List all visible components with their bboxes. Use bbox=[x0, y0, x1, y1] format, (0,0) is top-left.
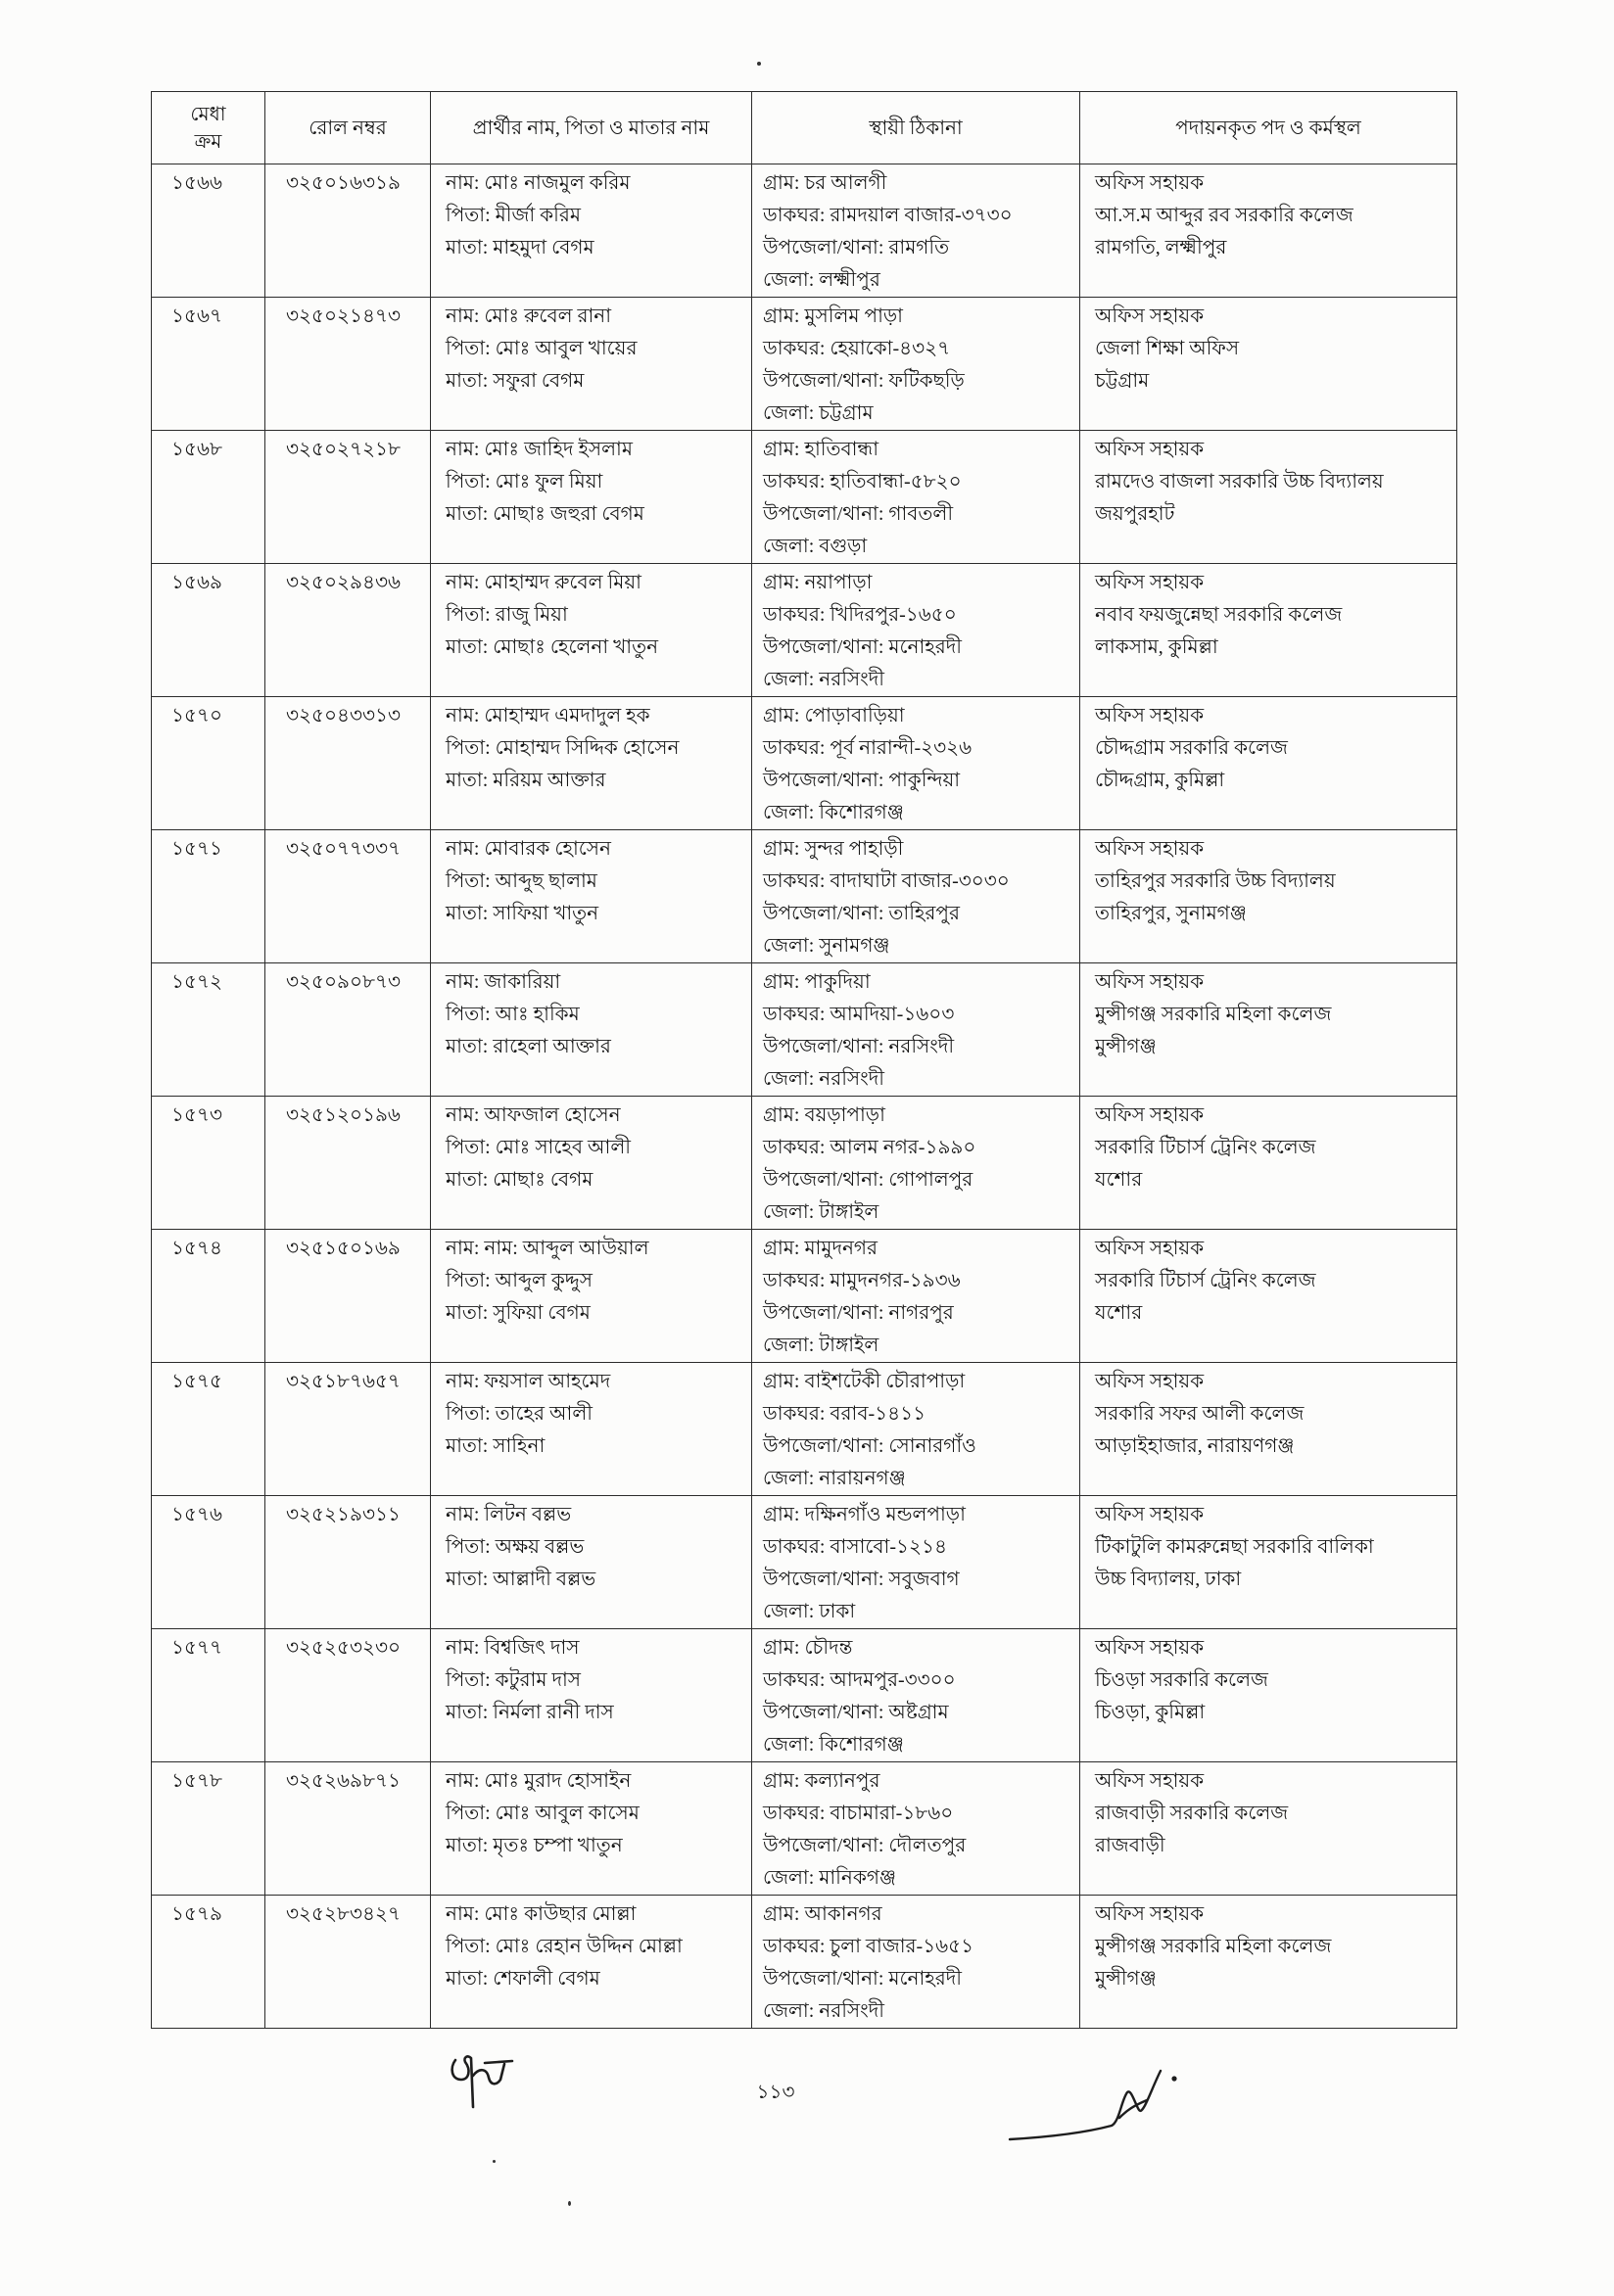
posting-designation: অফিস সহায়ক bbox=[1095, 1637, 1205, 1659]
mother-name: মাতা: মাহমুদা বেগম bbox=[446, 237, 594, 258]
posting-location: উচ্চ বিদ্যালয়, ঢাকা bbox=[1095, 1569, 1242, 1590]
mother-name: মাতা: শেফালী বেগম bbox=[446, 1968, 600, 1990]
merit-cell bbox=[152, 564, 265, 697]
address-village: গ্রাম: হাতিবান্ধা bbox=[763, 439, 879, 460]
posting-location: জয়পুরহাট bbox=[1095, 503, 1175, 525]
address-post-office: ডাকঘর: আদমপুর-৩৩০০ bbox=[763, 1669, 956, 1691]
address-cell bbox=[752, 1363, 1080, 1496]
posting-designation: অফিস সহায়ক bbox=[1095, 1104, 1205, 1126]
address-post-office: ডাকঘর: হাতিবান্ধা-৫৮২০ bbox=[763, 471, 962, 492]
posting-workplace: সরকারি টিচার্স ট্রেনিং কলেজ bbox=[1095, 1137, 1316, 1158]
table-row bbox=[152, 697, 1457, 830]
address-cell bbox=[752, 830, 1080, 963]
address-post-office: ডাকঘর: বাসাবো-১২১৪ bbox=[763, 1536, 947, 1558]
address-cell bbox=[752, 564, 1080, 697]
address-village: গ্রাম: বাইশটেকী চৌরাপাড়া bbox=[763, 1371, 966, 1392]
father-name: পিতা: তাহের আলী bbox=[446, 1403, 593, 1425]
merit-number: ১৫৭৯ bbox=[171, 1903, 222, 1925]
table-row bbox=[152, 963, 1457, 1097]
posting-designation: অফিস সহায়ক bbox=[1095, 1238, 1205, 1259]
candidate-name: নাম: বিশ্বজিৎ দাস bbox=[446, 1637, 580, 1659]
posting-workplace: চিওড়া সরকারি কলেজ bbox=[1095, 1669, 1268, 1691]
candidate-cell bbox=[431, 1097, 752, 1230]
roll-number: ৩২৫২৬৯৮৭১ bbox=[286, 1770, 401, 1792]
merit-cell bbox=[152, 164, 265, 298]
table-row bbox=[152, 830, 1457, 963]
merit-cell bbox=[152, 431, 265, 564]
candidate-cell bbox=[431, 1762, 752, 1896]
merit-cell bbox=[152, 1097, 265, 1230]
header-roll: রোল নম্বর bbox=[265, 92, 431, 164]
address-cell bbox=[752, 1097, 1080, 1230]
candidate-cell bbox=[431, 1496, 752, 1629]
posting-designation: অফিস সহায়ক bbox=[1095, 172, 1205, 194]
posting-location: চিওড়া, কুমিল্লা bbox=[1095, 1702, 1206, 1723]
roll-cell bbox=[265, 1762, 431, 1896]
roll-number: ৩২৫২৮৩৪২৭ bbox=[286, 1903, 401, 1925]
candidate-name: নাম: আফজাল হোসেন bbox=[446, 1104, 621, 1126]
posting-location: রামগতি, লক্ষ্মীপুর bbox=[1095, 237, 1227, 258]
merit-number: ১৫৭৫ bbox=[171, 1371, 222, 1392]
roll-number: ৩২৫০৪৩৩১৩ bbox=[286, 705, 401, 726]
address-district: জেলা: ঢাকা bbox=[763, 1601, 856, 1622]
candidate-name: নাম: মোবারক হোসেন bbox=[446, 838, 611, 860]
scan-mark bbox=[493, 2160, 496, 2163]
roll-cell bbox=[265, 1496, 431, 1629]
roll-cell bbox=[265, 431, 431, 564]
posting-designation: অফিস সহায়ক bbox=[1095, 439, 1205, 460]
address-village: গ্রাম: আকানগর bbox=[763, 1903, 882, 1925]
address-district: জেলা: লক্ষ্মীপুর bbox=[763, 269, 880, 291]
father-name: পিতা: রাজু মিয়া bbox=[446, 604, 568, 626]
merit-number: ১৫৭৭ bbox=[171, 1637, 222, 1659]
posting-designation: অফিস সহায়ক bbox=[1095, 971, 1205, 993]
posting-location: আড়াইহাজার, নারায়ণগঞ্জ bbox=[1095, 1435, 1295, 1457]
roll-number: ৩২৫০২১৪৭৩ bbox=[286, 305, 401, 327]
address-upazila: উপজেলা/থানা: মনোহরদী bbox=[763, 636, 963, 658]
father-name: পিতা: আব্দুল কুদ্দুস bbox=[446, 1270, 593, 1291]
father-name: পিতা: মোঃ আবুল কাসেম bbox=[446, 1803, 640, 1824]
address-village: গ্রাম: দক্ষিনগাঁও মন্ডলপাড়া bbox=[763, 1504, 966, 1525]
address-village: গ্রাম: চৌদন্ত bbox=[763, 1637, 853, 1659]
page-number: ১১৩ bbox=[756, 2082, 795, 2103]
scan-mark bbox=[757, 62, 761, 66]
address-village: গ্রাম: কল্যানপুর bbox=[763, 1770, 880, 1792]
address-cell bbox=[752, 431, 1080, 564]
candidate-name: নাম: মোঃ জাহিদ ইসলাম bbox=[446, 439, 633, 460]
table-row bbox=[152, 1097, 1457, 1230]
posting-workplace: রাজবাড়ী সরকারি কলেজ bbox=[1095, 1803, 1289, 1824]
father-name: পিতা: আঃ হাকিম bbox=[446, 1004, 580, 1025]
address-upazila: উপজেলা/থানা: গাবতলী bbox=[763, 503, 954, 525]
roll-cell bbox=[265, 1230, 431, 1363]
address-cell bbox=[752, 1230, 1080, 1363]
address-cell bbox=[752, 1762, 1080, 1896]
father-name: পিতা: মোঃ সাহেব আলী bbox=[446, 1137, 631, 1158]
address-upazila: উপজেলা/থানা: রামগতি bbox=[763, 237, 950, 258]
candidate-name: নাম: মোঃ কাউছার মোল্লা bbox=[446, 1903, 637, 1925]
roll-number: ৩২৫০২৯৪৩৬ bbox=[286, 572, 401, 593]
address-post-office: ডাকঘর: বাচামারা-১৮৬০ bbox=[763, 1803, 954, 1824]
posting-workplace: আ.স.ম আব্দুর রব সরকারি কলেজ bbox=[1095, 205, 1353, 226]
candidate-cell bbox=[431, 564, 752, 697]
candidate-cell bbox=[431, 1363, 752, 1496]
address-village: গ্রাম: মামুদনগর bbox=[763, 1238, 878, 1259]
candidate-cell bbox=[431, 431, 752, 564]
merit-number: ১৫৭০ bbox=[171, 705, 222, 726]
header-candidate: প্রার্থীর নাম, পিতা ও মাতার নাম bbox=[431, 92, 752, 164]
posting-location: যশোর bbox=[1095, 1302, 1143, 1324]
posting-cell bbox=[1080, 1896, 1457, 2029]
address-upazila: উপজেলা/থানা: গোপালপুর bbox=[763, 1169, 973, 1191]
candidate-cell bbox=[431, 830, 752, 963]
address-post-office: ডাকঘর: মামুদনগর-১৯৩৬ bbox=[763, 1270, 961, 1291]
mother-name: মাতা: সাফিয়া খাতুন bbox=[446, 903, 599, 924]
posting-designation: অফিস সহায়ক bbox=[1095, 305, 1205, 327]
header-merit-line1: মেধা bbox=[190, 103, 226, 125]
scan-mark bbox=[568, 2201, 571, 2206]
address-district: জেলা: মানিকগঞ্জ bbox=[763, 1867, 897, 1889]
posting-location: তাহিরপুর, সুনামগঞ্জ bbox=[1095, 903, 1247, 924]
address-post-office: ডাকঘর: আমদিয়া-১৬০৩ bbox=[763, 1004, 955, 1025]
roll-number: ৩২৫২৫৩২৩০ bbox=[286, 1637, 401, 1659]
posting-cell bbox=[1080, 431, 1457, 564]
mother-name: মাতা: আল্লাদী বল্লভ bbox=[446, 1569, 596, 1590]
posting-workplace: সরকারি টিচার্স ট্রেনিং কলেজ bbox=[1095, 1270, 1316, 1291]
table-row bbox=[152, 1762, 1457, 1896]
table-row bbox=[152, 1496, 1457, 1629]
merit-cell bbox=[152, 1896, 265, 2029]
address-post-office: ডাকঘর: রামদয়াল বাজার-৩৭৩০ bbox=[763, 205, 1013, 226]
father-name: পিতা: মোহাম্মদ সিদ্দিক হোসেন bbox=[446, 737, 680, 759]
table-row bbox=[152, 1230, 1457, 1363]
posting-designation: অফিস সহায়ক bbox=[1095, 1371, 1205, 1392]
candidate-cell bbox=[431, 697, 752, 830]
address-cell bbox=[752, 697, 1080, 830]
signature-right bbox=[1004, 2061, 1190, 2147]
posting-cell bbox=[1080, 1097, 1457, 1230]
address-district: জেলা: নরসিংদী bbox=[763, 2000, 884, 2022]
address-post-office: ডাকঘর: হেয়াকো-৪৩২৭ bbox=[763, 338, 951, 359]
address-village: গ্রাম: চর আলগী bbox=[763, 172, 887, 194]
roll-cell bbox=[265, 1097, 431, 1230]
address-upazila: উপজেলা/থানা: সোনারগাঁও bbox=[763, 1435, 976, 1457]
merit-number: ১৫৬৯ bbox=[171, 572, 222, 593]
address-district: জেলা: চট্টগ্রাম bbox=[763, 402, 874, 424]
mother-name: মাতা: মোছাঃ হেলেনা খাতুন bbox=[446, 636, 659, 658]
merit-cell bbox=[152, 1363, 265, 1496]
father-name: পিতা: মীর্জা করিম bbox=[446, 205, 582, 226]
table-row bbox=[152, 298, 1457, 431]
address-upazila: উপজেলা/থানা: দৌলতপুর bbox=[763, 1835, 967, 1856]
merit-number: ১৫৬৬ bbox=[171, 172, 222, 194]
posting-workplace: মুন্সীগঞ্জ সরকারি মহিলা কলেজ bbox=[1095, 1936, 1332, 1957]
mother-name: মাতা: মোছাঃ জহুরা বেগম bbox=[446, 503, 644, 525]
candidate-name: নাম: মোঃ নাজমুল করিম bbox=[446, 172, 631, 194]
posting-designation: অফিস সহায়ক bbox=[1095, 1770, 1205, 1792]
roll-cell bbox=[265, 963, 431, 1097]
posting-designation: অফিস সহায়ক bbox=[1095, 1903, 1205, 1925]
roll-cell bbox=[265, 830, 431, 963]
posting-cell bbox=[1080, 298, 1457, 431]
posting-location: যশোর bbox=[1095, 1169, 1143, 1191]
address-district: জেলা: নারায়নগঞ্জ bbox=[763, 1468, 906, 1489]
merit-cell bbox=[152, 1629, 265, 1762]
address-village: গ্রাম: পোড়াবাড়িয়া bbox=[763, 705, 905, 726]
address-upazila: উপজেলা/থানা: ফটিকছড়ি bbox=[763, 370, 965, 392]
posting-designation: অফিস সহায়ক bbox=[1095, 572, 1205, 593]
address-district: জেলা: টাঙ্গাইল bbox=[763, 1201, 879, 1223]
table-row bbox=[152, 164, 1457, 298]
address-village: গ্রাম: সুন্দর পাহাড়ী bbox=[763, 838, 904, 860]
roll-cell bbox=[265, 1896, 431, 2029]
merit-number: ১৫৭৪ bbox=[171, 1238, 222, 1259]
posting-location: চট্টগ্রাম bbox=[1095, 370, 1150, 392]
address-district: জেলা: সুনামগঞ্জ bbox=[763, 935, 890, 957]
header-address: স্থায়ী ঠিকানা bbox=[752, 92, 1080, 164]
address-district: জেলা: কিশোরগঞ্জ bbox=[763, 802, 904, 823]
header-posting: পদায়নকৃত পদ ও কর্মস্থল bbox=[1080, 92, 1457, 164]
posting-cell bbox=[1080, 164, 1457, 298]
candidate-table bbox=[151, 91, 1457, 2029]
mother-name: মাতা: রাহেলা আক্তার bbox=[446, 1036, 611, 1057]
mother-name: মাতা: সুফিয়া বেগম bbox=[446, 1302, 591, 1324]
candidate-name: নাম: নাম: আব্দুল আউয়াল bbox=[446, 1238, 649, 1259]
roll-cell bbox=[265, 1629, 431, 1762]
address-district: জেলা: নরসিংদী bbox=[763, 1068, 884, 1090]
posting-location: লাকসাম, কুমিল্লা bbox=[1095, 636, 1218, 658]
address-post-office: ডাকঘর: খিদিরপুর-১৬৫০ bbox=[763, 604, 957, 626]
posting-designation: অফিস সহায়ক bbox=[1095, 1504, 1205, 1525]
posting-workplace: জেলা শিক্ষা অফিস bbox=[1095, 338, 1240, 359]
address-village: গ্রাম: মুসলিম পাড়া bbox=[763, 305, 903, 327]
posting-cell bbox=[1080, 1363, 1457, 1496]
table-row bbox=[152, 1629, 1457, 1762]
roll-number: ৩২৫১৮৭৬৫৭ bbox=[286, 1371, 401, 1392]
roll-number: ৩২৫০২৭২১৮ bbox=[286, 439, 401, 460]
posting-location: রাজবাড়ী bbox=[1095, 1835, 1165, 1856]
posting-cell bbox=[1080, 963, 1457, 1097]
address-district: জেলা: বগুড়া bbox=[763, 536, 868, 557]
mother-name: মাতা: সফুরা বেগম bbox=[446, 370, 585, 392]
table-row bbox=[152, 1363, 1457, 1496]
merit-cell bbox=[152, 298, 265, 431]
posting-workplace: মুন্সীগঞ্জ সরকারি মহিলা কলেজ bbox=[1095, 1004, 1332, 1025]
roll-cell bbox=[265, 697, 431, 830]
father-name: পিতা: মোঃ ফুল মিয়া bbox=[446, 471, 603, 492]
address-cell bbox=[752, 963, 1080, 1097]
roll-number: ৩২৫০১৬৩১৯ bbox=[286, 172, 401, 194]
address-cell bbox=[752, 1629, 1080, 1762]
roll-number: ৩২৫২১৯৩১১ bbox=[286, 1504, 401, 1525]
merit-number: ১৫৭৩ bbox=[171, 1104, 222, 1126]
mother-name: মাতা: মোছাঃ বেগম bbox=[446, 1169, 593, 1191]
merit-number: ১৫৭১ bbox=[171, 838, 222, 860]
mother-name: মাতা: মৃতঃ চম্পা খাতুন bbox=[446, 1835, 623, 1856]
roll-number: ৩২৫১২০১৯৬ bbox=[286, 1104, 401, 1126]
roll-number: ৩২৫১৫০১৬৯ bbox=[286, 1238, 401, 1259]
merit-cell bbox=[152, 830, 265, 963]
father-name: পিতা: আব্দুছ ছালাম bbox=[446, 870, 597, 892]
address-upazila: উপজেলা/থানা: পাকুন্দিয়া bbox=[763, 770, 961, 791]
roll-cell bbox=[265, 564, 431, 697]
roll-cell bbox=[265, 164, 431, 298]
address-post-office: ডাকঘর: চুলা বাজার-১৬৫১ bbox=[763, 1936, 974, 1957]
merit-cell bbox=[152, 1762, 265, 1896]
candidate-name: নাম: লিটন বল্লভ bbox=[446, 1504, 572, 1525]
address-upazila: উপজেলা/থানা: মনোহরদী bbox=[763, 1968, 963, 1990]
merit-number: ১৫৬৭ bbox=[171, 305, 222, 327]
candidate-cell bbox=[431, 1896, 752, 2029]
posting-workplace: সরকারি সফর আলী কলেজ bbox=[1095, 1403, 1305, 1425]
posting-cell bbox=[1080, 1496, 1457, 1629]
address-upazila: উপজেলা/থানা: অষ্টগ্রাম bbox=[763, 1702, 949, 1723]
father-name: পিতা: মোঃ আবুল খায়ের bbox=[446, 338, 638, 359]
address-post-office: ডাকঘর: বরাব-১৪১১ bbox=[763, 1403, 926, 1425]
address-post-office: ডাকঘর: বাদাঘাটা বাজার-৩০৩০ bbox=[763, 870, 1010, 892]
merit-cell bbox=[152, 697, 265, 830]
posting-cell bbox=[1080, 1230, 1457, 1363]
posting-workplace: তাহিরপুর সরকারি উচ্চ বিদ্যালয় bbox=[1095, 870, 1336, 892]
candidate-cell bbox=[431, 963, 752, 1097]
address-cell bbox=[752, 164, 1080, 298]
mother-name: মাতা: মরিয়ম আক্তার bbox=[446, 770, 606, 791]
header-merit-line2: ক্রম bbox=[194, 130, 222, 153]
table-header-row bbox=[152, 92, 1457, 164]
address-village: গ্রাম: নয়াপাড়া bbox=[763, 572, 873, 593]
roll-cell bbox=[265, 1363, 431, 1496]
table-row bbox=[152, 564, 1457, 697]
posting-designation: অফিস সহায়ক bbox=[1095, 705, 1205, 726]
candidate-name: নাম: মোহাম্মদ রুবেল মিয়া bbox=[446, 572, 641, 593]
father-name: পিতা: অক্ষয় বল্লভ bbox=[446, 1536, 585, 1558]
posting-location: মুন্সীগঞ্জ bbox=[1095, 1968, 1157, 1990]
merit-cell bbox=[152, 963, 265, 1097]
merit-number: ১৫৭৮ bbox=[171, 1770, 222, 1792]
candidate-name: নাম: মোহাম্মদ এমদাদুল হক bbox=[446, 705, 650, 726]
address-cell bbox=[752, 1496, 1080, 1629]
table-row bbox=[152, 431, 1457, 564]
merit-number: ১৫৬৮ bbox=[171, 439, 222, 460]
address-cell bbox=[752, 1896, 1080, 2029]
address-district: জেলা: কিশোরগঞ্জ bbox=[763, 1734, 904, 1756]
address-village: গ্রাম: পাকুদিয়া bbox=[763, 971, 871, 993]
candidate-name: নাম: জাকারিয়া bbox=[446, 971, 561, 993]
roll-cell bbox=[265, 298, 431, 431]
candidate-cell bbox=[431, 164, 752, 298]
address-upazila: উপজেলা/থানা: নরসিংদী bbox=[763, 1036, 955, 1057]
mother-name: মাতা: সাহিনা bbox=[446, 1435, 546, 1457]
roll-number: ৩২৫০৭৭৩৩৭ bbox=[286, 838, 402, 860]
signature-left bbox=[446, 2046, 524, 2115]
posting-cell bbox=[1080, 697, 1457, 830]
address-cell bbox=[752, 298, 1080, 431]
candidate-cell bbox=[431, 1629, 752, 1762]
address-upazila: উপজেলা/থানা: নাগরপুর bbox=[763, 1302, 954, 1324]
address-post-office: ডাকঘর: আলম নগর-১৯৯০ bbox=[763, 1137, 976, 1158]
merit-cell bbox=[152, 1230, 265, 1363]
posting-cell bbox=[1080, 1762, 1457, 1896]
candidate-cell bbox=[431, 1230, 752, 1363]
posting-workplace: টিকাটুলি কামরুন্নেছা সরকারি বালিকা bbox=[1095, 1536, 1374, 1558]
posting-workplace: নবাব ফয়জুন্নেছা সরকারি কলেজ bbox=[1095, 604, 1343, 626]
merit-number: ১৫৭২ bbox=[171, 971, 222, 993]
candidate-name: নাম: মোঃ রুবেল রানা bbox=[446, 305, 612, 327]
address-upazila: উপজেলা/থানা: সবুজবাগ bbox=[763, 1569, 960, 1590]
candidate-name: নাম: মোঃ মুরাদ হোসাইন bbox=[446, 1770, 632, 1792]
posting-location: মুন্সীগঞ্জ bbox=[1095, 1036, 1157, 1057]
merit-number: ১৫৭৬ bbox=[171, 1504, 222, 1525]
father-name: পিতা: মোঃ রেহান উদ্দিন মোল্লা bbox=[446, 1936, 683, 1957]
father-name: পিতা: কটুরাম দাস bbox=[446, 1669, 581, 1691]
address-post-office: ডাকঘর: পূর্ব নারান্দী-২৩২৬ bbox=[763, 737, 973, 759]
posting-location: চৌদ্দগ্রাম, কুমিল্লা bbox=[1095, 770, 1225, 791]
posting-cell bbox=[1080, 830, 1457, 963]
roll-number: ৩২৫০৯০৮৭৩ bbox=[286, 971, 401, 993]
posting-cell bbox=[1080, 564, 1457, 697]
address-village: গ্রাম: বয়ড়াপাড়া bbox=[763, 1104, 885, 1126]
posting-designation: অফিস সহায়ক bbox=[1095, 838, 1205, 860]
candidate-name: নাম: ফয়সাল আহমেদ bbox=[446, 1371, 611, 1392]
posting-workplace: চৌদ্দগ্রাম সরকারি কলেজ bbox=[1095, 737, 1288, 759]
posting-cell bbox=[1080, 1629, 1457, 1762]
address-upazila: উপজেলা/থানা: তাহিরপুর bbox=[763, 903, 961, 924]
candidate-cell bbox=[431, 298, 752, 431]
header-merit bbox=[152, 92, 265, 164]
table-row bbox=[152, 1896, 1457, 2029]
address-district: জেলা: নরসিংদী bbox=[763, 669, 884, 690]
posting-workplace: রামদেও বাজলা সরকারি উচ্চ বিদ্যালয় bbox=[1095, 471, 1384, 492]
address-district: জেলা: টাঙ্গাইল bbox=[763, 1335, 879, 1356]
merit-cell bbox=[152, 1496, 265, 1629]
mother-name: মাতা: নির্মলা রানী দাস bbox=[446, 1702, 614, 1723]
